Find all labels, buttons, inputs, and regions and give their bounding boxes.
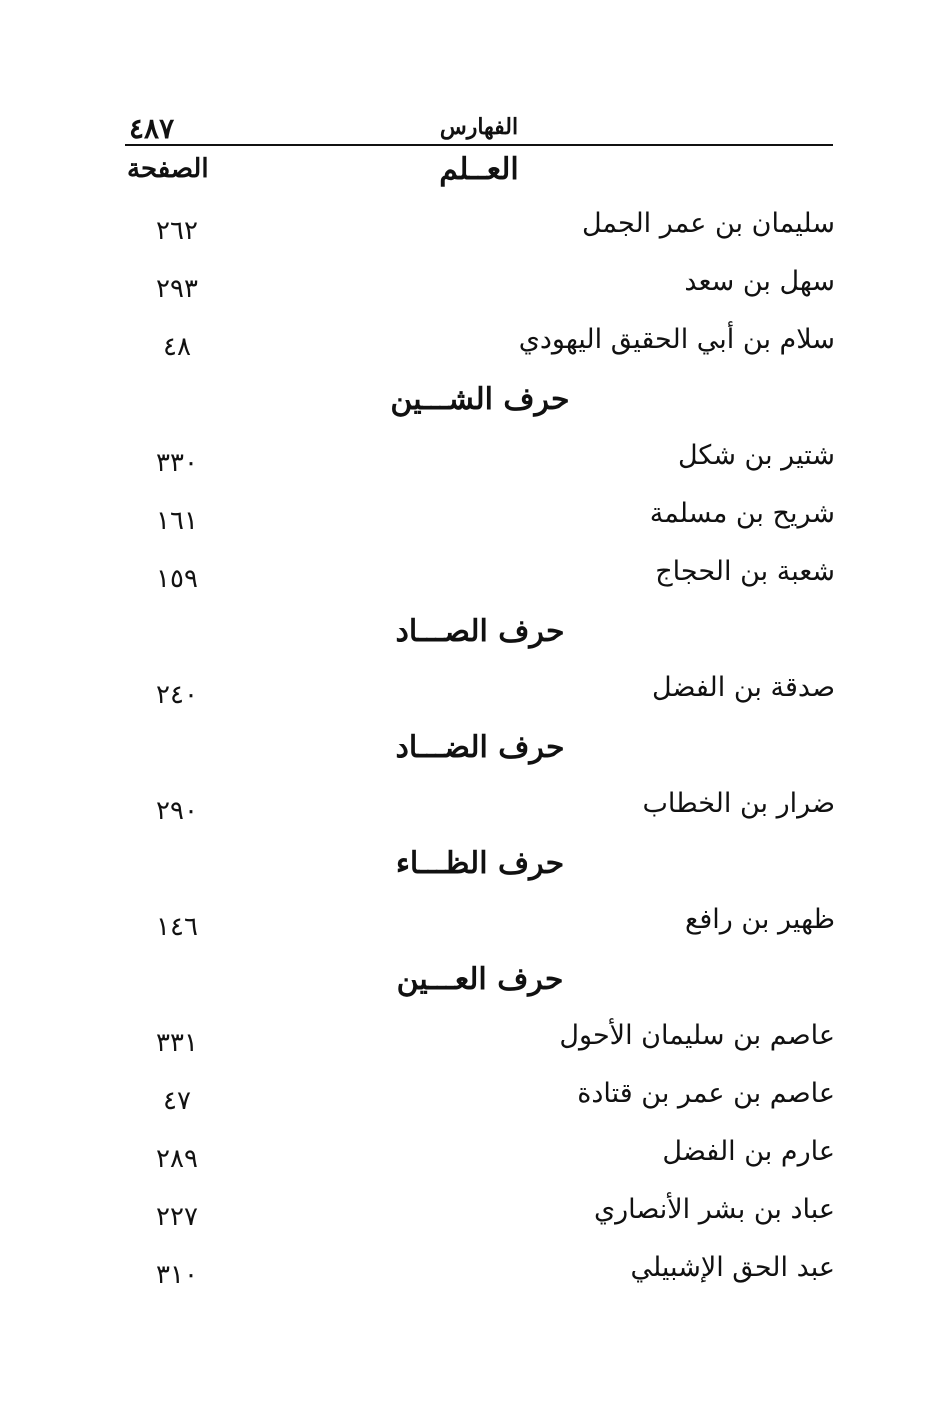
entry-page-number: ٢٦٢ xyxy=(156,216,198,246)
index-entry-row xyxy=(125,432,835,490)
section-title: حرف الظـــاء xyxy=(395,846,565,881)
entry-name: سهل بن سعد xyxy=(684,266,835,297)
column-headers xyxy=(125,150,833,200)
index-entry-row xyxy=(125,258,835,316)
entry-name: عاصم بن عمر بن قتادة xyxy=(577,1078,835,1109)
index-entry-row xyxy=(125,548,835,606)
entry-page-number: ٤٧ xyxy=(163,1086,191,1116)
index-entry-row xyxy=(125,490,835,548)
entry-page-number: ٢٤٠ xyxy=(156,680,198,710)
entry-page-number: ٤٨ xyxy=(163,332,191,362)
entry-name: سلام بن أبي الحقيق اليهودي xyxy=(518,324,835,355)
index-entry-row xyxy=(125,780,835,838)
index-entry-row xyxy=(125,200,835,258)
entry-name: عارم بن الفضل xyxy=(662,1136,835,1167)
entry-page-number: ٣١٠ xyxy=(156,1260,198,1290)
entry-name: شعبة بن الحجاج xyxy=(655,556,835,587)
index-entry-row xyxy=(125,664,835,722)
section-title: حرف الصـــاد xyxy=(395,614,565,649)
section-title: حرف العـــين xyxy=(396,962,564,997)
running-title: الفهارس xyxy=(439,114,519,140)
entry-page-number: ١٦١ xyxy=(156,506,198,536)
index-entry-row xyxy=(125,1186,835,1244)
index-entry-row xyxy=(125,1070,835,1128)
index-entries xyxy=(125,200,835,1302)
running-header xyxy=(125,110,833,146)
section-title: حرف الضـــاد xyxy=(395,730,565,765)
entry-page-number: ٣٣١ xyxy=(156,1028,198,1058)
section-title: حرف الشـــين xyxy=(390,382,570,417)
entry-name: صدقة بن الفضل xyxy=(652,672,835,703)
entry-page-number: ١٥٩ xyxy=(156,564,198,594)
entry-page-number: ١٤٦ xyxy=(156,912,198,942)
entry-page-number: ٢٢٧ xyxy=(156,1202,198,1232)
letter-section-heading xyxy=(125,838,835,896)
page-number: ٤٨٧ xyxy=(129,112,175,145)
entry-name: شريح بن مسلمة xyxy=(649,498,835,529)
name-column-header: العــلم xyxy=(439,152,519,187)
entry-name: شتير بن شكل xyxy=(677,440,835,471)
entry-page-number: ٢٩٠ xyxy=(156,796,198,826)
index-entry-row xyxy=(125,1244,835,1302)
entry-page-number: ٢٩٣ xyxy=(156,274,198,304)
index-entry-row xyxy=(125,1128,835,1186)
entry-name: سليمان بن عمر الجمل xyxy=(581,208,835,239)
entry-name: ظهير بن رافع xyxy=(684,904,835,935)
letter-section-heading xyxy=(125,954,835,1012)
index-entry-row xyxy=(125,316,835,374)
entry-name: عاصم بن سليمان الأحول xyxy=(559,1020,835,1051)
entry-name: عبد الحق الإشبيلي xyxy=(630,1252,835,1283)
entry-name: ضرار بن الخطاب xyxy=(642,788,835,819)
letter-section-heading xyxy=(125,722,835,780)
index-entry-row xyxy=(125,1012,835,1070)
letter-section-heading xyxy=(125,606,835,664)
letter-section-heading xyxy=(125,374,835,432)
entry-page-number: ٢٨٩ xyxy=(156,1144,198,1174)
entry-page-number: ٣٣٠ xyxy=(156,448,198,478)
page-column-header: الصفحة xyxy=(127,154,209,184)
entry-name: عباد بن بشر الأنصاري xyxy=(593,1194,835,1225)
index-entry-row xyxy=(125,896,835,954)
